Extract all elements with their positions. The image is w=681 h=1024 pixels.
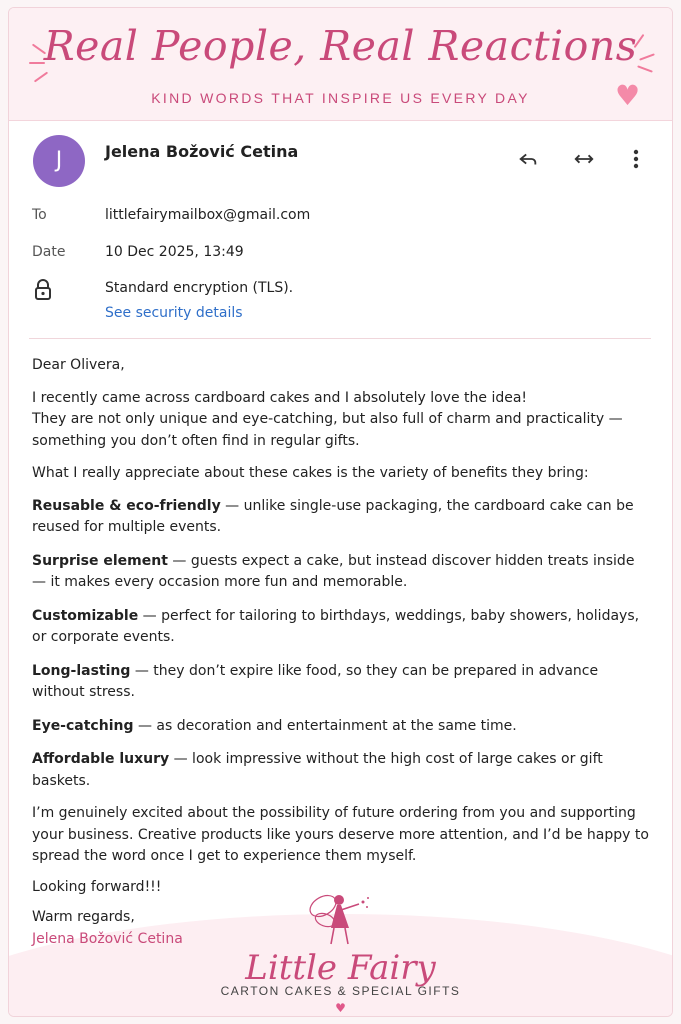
benefit-text: — guests expect a cake, but instead discover hidden treats inside — it makes every occasion more fun and memorable. — [32, 552, 635, 590]
intro-line: They are not only unique and eye-catching, but also full of charm and practicality — something you don’t often find in regular gifts. — [32, 411, 623, 449]
benefit-item — [32, 661, 652, 704]
forward-icon[interactable] — [571, 148, 597, 174]
benefit-item — [32, 749, 652, 792]
banner-title: Real People, Real Reactions — [43, 22, 638, 70]
benefit-title: Long-lasting — [32, 662, 131, 679]
sender-name: Jelena Božović Cetina — [105, 142, 299, 161]
signature: Jelena Božović Cetina — [32, 930, 183, 947]
lock-icon — [34, 279, 52, 305]
heart-icon: ♥ — [335, 1001, 346, 1015]
benefit-title: Reusable & eco-friendly — [32, 497, 221, 514]
security-text: Standard encryption (TLS). — [105, 280, 294, 296]
greeting: Dear Olivera, — [32, 357, 125, 373]
date-label: Date — [32, 244, 66, 260]
benefit-title: Eye-catching — [32, 717, 134, 734]
testimonial-card — [8, 7, 673, 1017]
banner-subtitle: KIND WORDS THAT INSPIRE US EVERY DAY — [151, 90, 530, 106]
benefit-item — [32, 551, 652, 594]
benefit-text: — perfect for tailoring to birthdays, weddings, baby showers, holidays, or corporate events. — [32, 607, 640, 645]
header-divider — [29, 338, 651, 339]
intro-line: I recently came across cardboard cakes and I absolutely love the idea! — [32, 389, 528, 406]
sign-off: Warm regards, — [32, 909, 135, 925]
reply-icon[interactable] — [515, 148, 541, 174]
heart-icon: ♥ — [615, 79, 641, 112]
benefit-item — [32, 496, 652, 539]
benefit-title: Surprise element — [32, 552, 168, 569]
closing-paragraph: I’m genuinely excited about the possibility of future ordering from you and supporting your business. Creative products like yours deserve more attention, and I’d be happy to spread the word once I get to experience them myself. — [32, 805, 649, 864]
banner — [9, 8, 672, 121]
to-value: littlefairymailbox@gmail.com — [105, 207, 311, 223]
email-body — [32, 355, 652, 950]
more-vert-icon[interactable] — [623, 148, 649, 174]
benefit-title: Customizable — [32, 607, 139, 624]
looking-forward: Looking forward!!! — [32, 878, 162, 895]
benefit-item — [32, 716, 652, 738]
logo-tagline: CARTON CAKES & SPECIAL GIFTS — [220, 984, 461, 998]
benefits-intro: What I really appreciate about these cakes is the variety of benefits they bring: — [32, 465, 589, 481]
benefit-text: — they don’t expire like food, so they can be prepared in advance without stress. — [32, 662, 599, 700]
avatar[interactable]: J — [33, 135, 85, 187]
logo-title: Little Fairy — [245, 948, 436, 988]
fairy-icon — [301, 888, 381, 954]
date-value: 10 Dec 2025, 13:49 — [105, 244, 244, 260]
benefit-title: Affordable luxury — [32, 751, 170, 767]
benefit-text: — look impressive without the high cost of large cakes or gift baskets. — [32, 751, 603, 789]
benefit-text: — as decoration and entertainment at the same time. — [133, 717, 517, 734]
benefit-text: — unlike single-use packaging, the cardboard cake can be reused for multiple events. — [32, 497, 634, 535]
security-details-link[interactable]: See security details — [105, 305, 243, 321]
sparkle-icon — [34, 72, 48, 83]
benefit-item — [32, 606, 652, 649]
to-label: To — [32, 207, 47, 223]
